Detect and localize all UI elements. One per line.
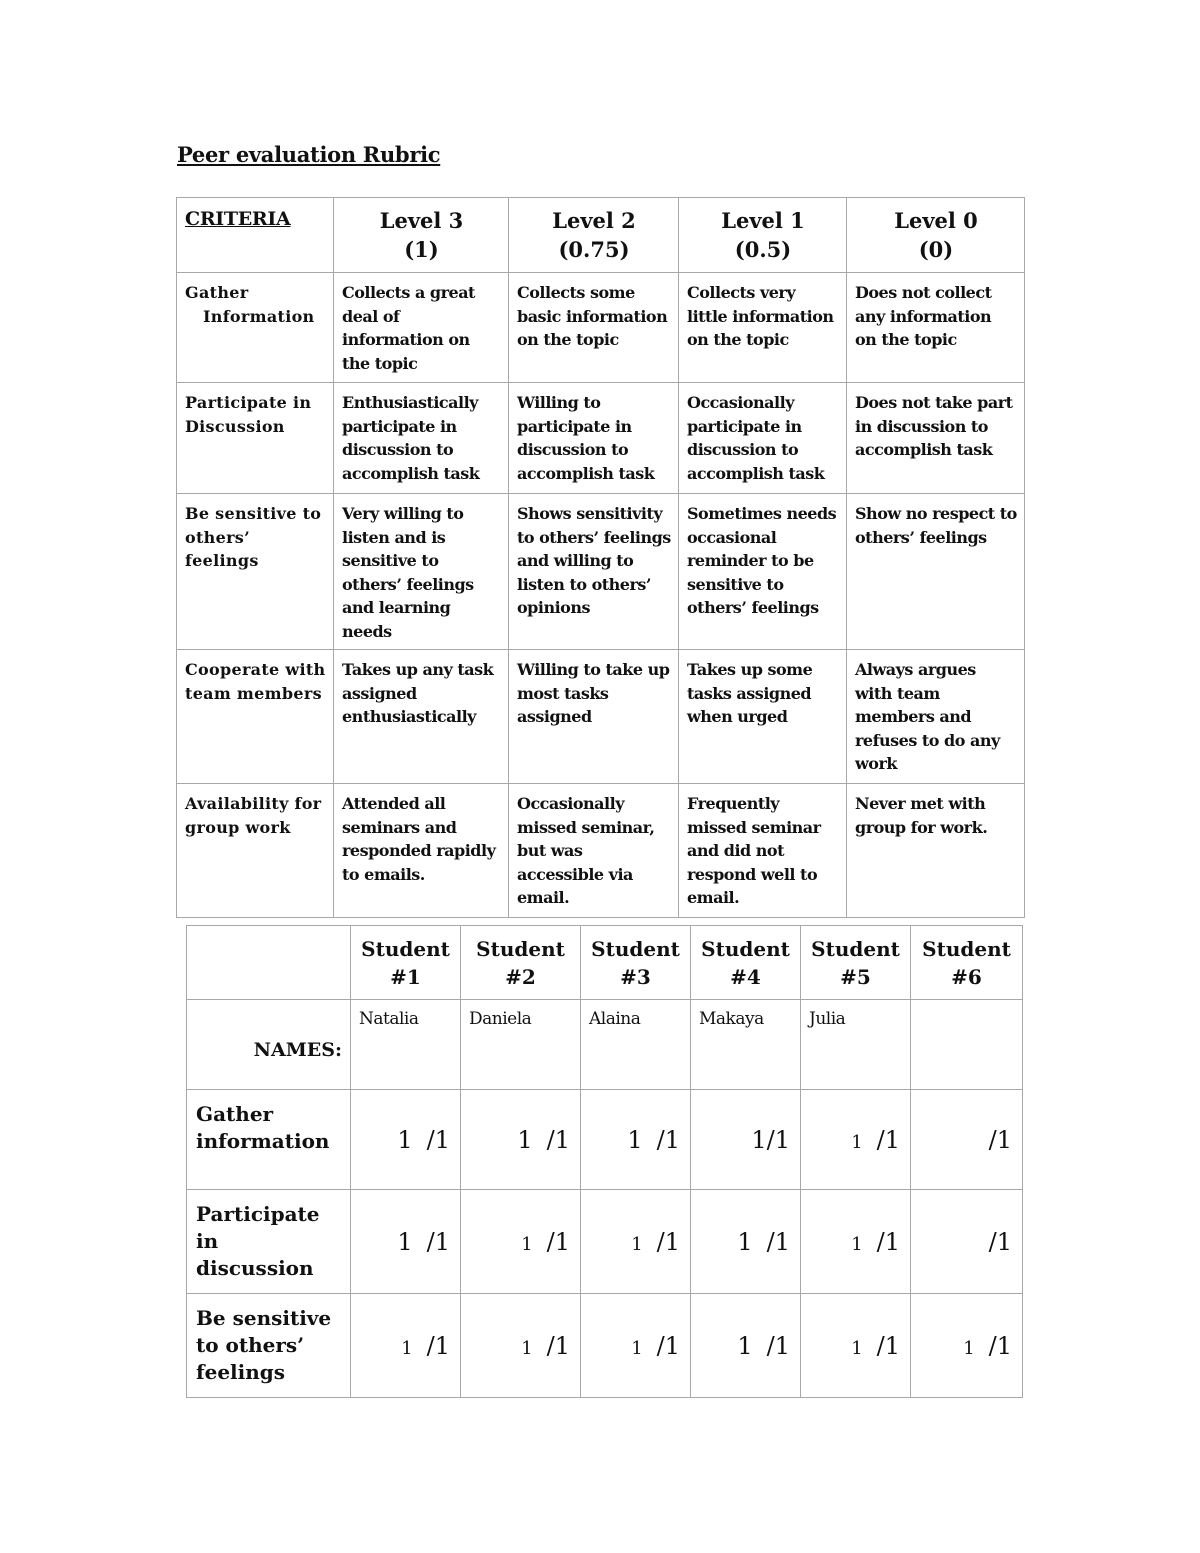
score-row-sensitive xyxy=(187,1294,1023,1398)
level-points: (1) xyxy=(404,237,439,262)
score-cell xyxy=(911,1294,1023,1398)
descriptor-cell: Shows sensitivity to others’ feelings and willing to listen to others’ opinions xyxy=(509,494,679,650)
score-given: 1 xyxy=(397,1125,413,1154)
descriptor-cell: Show no respect to others’ feelings xyxy=(847,494,1025,650)
descriptor-cell: Always argues with team members and refuses to do any work xyxy=(847,650,1025,784)
descriptor-cell: Does not take part in discussion to accomplish task xyxy=(847,383,1025,494)
descriptor-cell: Attended all seminars and responded rapidly to emails. xyxy=(334,784,509,918)
score-given: 1 xyxy=(517,1125,533,1154)
rubric-row-gather-information xyxy=(177,273,1025,383)
student-name: Alaina xyxy=(581,1000,691,1090)
score-cell xyxy=(691,1090,801,1190)
student-label: Student xyxy=(591,937,680,961)
descriptor-cell: Very willing to listen and is sensitive to others’ feelings and learning needs xyxy=(334,494,509,650)
rubric-row-availability xyxy=(177,784,1025,918)
level-points: (0) xyxy=(918,237,954,262)
score-given: 1 xyxy=(851,1233,863,1255)
rubric-row-participate xyxy=(177,383,1025,494)
descriptor-cell: Takes up some tasks assigned when urged xyxy=(679,650,847,784)
score-out-of: /1 xyxy=(988,1227,1012,1256)
score-cell xyxy=(691,1190,801,1294)
score-out-of: /1 xyxy=(988,1125,1012,1154)
criterion-cell: Cooperate with team members xyxy=(177,650,334,784)
score-out-of: /1 xyxy=(426,1331,450,1360)
score-cell xyxy=(911,1090,1023,1190)
level-points: (0.75) xyxy=(558,237,630,262)
level-1-header xyxy=(679,198,847,273)
descriptor-cell: Sometimes needs occasional reminder to be sensitive to others’ feelings xyxy=(679,494,847,650)
names-label: NAMES: xyxy=(187,1000,351,1090)
score-cell xyxy=(351,1190,461,1294)
level-3-header xyxy=(334,198,509,273)
descriptor-cell: Collects some basic information on the topic xyxy=(509,273,679,383)
score-given: 1 xyxy=(737,1331,753,1360)
level-2-header xyxy=(509,198,679,273)
descriptor-cell: Occasionally participate in discussion to accomplish task xyxy=(679,383,847,494)
level-name: Level 0 xyxy=(894,208,978,233)
student-name xyxy=(911,1000,1023,1090)
page-title: Peer evaluation Rubric xyxy=(177,142,441,167)
score-out-of: /1 xyxy=(876,1331,900,1360)
score-given: 1 xyxy=(397,1227,413,1256)
score-given: 1 xyxy=(963,1337,975,1359)
descriptor-cell: Willing to take up most tasks assigned xyxy=(509,650,679,784)
student-number: #1 xyxy=(390,965,421,989)
student-name: Natalia xyxy=(351,1000,461,1090)
score-given: 1 xyxy=(521,1233,533,1255)
score-cell xyxy=(461,1090,581,1190)
score-row-label: Gather information xyxy=(187,1090,351,1190)
score-out-of: /1 xyxy=(656,1227,680,1256)
criterion-cell xyxy=(177,273,334,383)
descriptor-cell: Takes up any task assigned enthusiastically xyxy=(334,650,509,784)
score-out-of: /1 xyxy=(656,1331,680,1360)
empty-corner-cell xyxy=(187,926,351,1000)
criterion-cell: Participate in Discussion xyxy=(177,383,334,494)
student-3-header xyxy=(581,926,691,1000)
level-0-header xyxy=(847,198,1025,273)
score-given: 1 xyxy=(737,1227,753,1256)
rubric-row-sensitive xyxy=(177,494,1025,650)
criterion-cell: Availability for group work xyxy=(177,784,334,918)
score-row-participate xyxy=(187,1190,1023,1294)
score-cell xyxy=(801,1090,911,1190)
score-given: 1 xyxy=(631,1337,643,1359)
score-given: 1 xyxy=(521,1337,533,1359)
student-5-header xyxy=(801,926,911,1000)
criterion-line: Information xyxy=(203,306,315,326)
score-out-of: /1 xyxy=(546,1125,570,1154)
score-given: 1 xyxy=(851,1131,863,1153)
criterion-cell: Be sensitive to others’ feelings xyxy=(177,494,334,650)
score-out-of: /1 xyxy=(988,1331,1012,1360)
score-out-of: /1 xyxy=(656,1125,680,1154)
student-4-header xyxy=(691,926,801,1000)
score-row-label: Participate in discussion xyxy=(187,1190,351,1294)
descriptor-cell: Never met with group for work. xyxy=(847,784,1025,918)
rubric-table xyxy=(176,197,1025,918)
student-number: #2 xyxy=(505,965,536,989)
score-cell xyxy=(691,1294,801,1398)
score-cell xyxy=(351,1294,461,1398)
score-table xyxy=(186,925,1023,1398)
score-out-of: /1 xyxy=(546,1331,570,1360)
score-cell xyxy=(581,1190,691,1294)
level-name: Level 3 xyxy=(379,208,464,233)
student-number: #6 xyxy=(951,965,982,989)
student-name: Julia xyxy=(801,1000,911,1090)
student-label: Student xyxy=(361,937,450,961)
score-out-of: /1 xyxy=(766,1227,790,1256)
names-row xyxy=(187,1000,1023,1090)
student-label: Student xyxy=(811,937,900,961)
descriptor-cell: Collects a great deal of information on the topic xyxy=(334,273,509,383)
score-given: 1 xyxy=(401,1337,413,1359)
student-label: Student xyxy=(701,937,790,961)
criteria-header: CRITERIA xyxy=(177,198,334,273)
student-number: #3 xyxy=(620,965,651,989)
score-row-label: Be sensitive to others’ feelings xyxy=(187,1294,351,1398)
score-cell xyxy=(461,1190,581,1294)
student-2-header xyxy=(461,926,581,1000)
score-cell xyxy=(801,1294,911,1398)
score-given: 1 xyxy=(631,1233,643,1255)
score-out-of: /1 xyxy=(546,1227,570,1256)
score-row-gather xyxy=(187,1090,1023,1190)
criterion-line: Gather xyxy=(185,283,249,302)
student-header-row xyxy=(187,926,1023,1000)
descriptor-cell: Willing to participate in discussion to accomplish task xyxy=(509,383,679,494)
score-out-of: /1 xyxy=(876,1125,900,1154)
student-label: Student xyxy=(476,937,565,961)
level-name: Level 2 xyxy=(552,208,636,233)
score-cell xyxy=(801,1190,911,1294)
level-points: (0.5) xyxy=(734,237,792,262)
score-given: 1 xyxy=(751,1125,767,1154)
student-name: Makaya xyxy=(691,1000,801,1090)
score-cell xyxy=(581,1090,691,1190)
student-number: #4 xyxy=(730,965,761,989)
descriptor-cell: Frequently missed seminar and did not respond well to email. xyxy=(679,784,847,918)
score-out-of: /1 xyxy=(766,1331,790,1360)
descriptor-cell: Enthusiastically participate in discussion to accomplish task xyxy=(334,383,509,494)
student-1-header xyxy=(351,926,461,1000)
descriptor-cell: Occasionally missed seminar, but was accessible via email. xyxy=(509,784,679,918)
student-6-header xyxy=(911,926,1023,1000)
score-out-of: /1 xyxy=(766,1125,790,1154)
score-out-of: /1 xyxy=(876,1227,900,1256)
descriptor-cell: Collects very little information on the topic xyxy=(679,273,847,383)
descriptor-cell: Does not collect any information on the topic xyxy=(847,273,1025,383)
student-number: #5 xyxy=(840,965,871,989)
score-cell xyxy=(461,1294,581,1398)
student-name: Daniela xyxy=(461,1000,581,1090)
score-out-of: /1 xyxy=(426,1125,450,1154)
level-name: Level 1 xyxy=(721,208,805,233)
score-out-of: /1 xyxy=(426,1227,450,1256)
rubric-row-cooperate xyxy=(177,650,1025,784)
score-cell xyxy=(351,1090,461,1190)
score-given: 1 xyxy=(627,1125,643,1154)
score-cell xyxy=(911,1190,1023,1294)
score-cell xyxy=(581,1294,691,1398)
rubric-header-row xyxy=(177,198,1025,273)
student-label: Student xyxy=(922,937,1011,961)
score-given: 1 xyxy=(851,1337,863,1359)
